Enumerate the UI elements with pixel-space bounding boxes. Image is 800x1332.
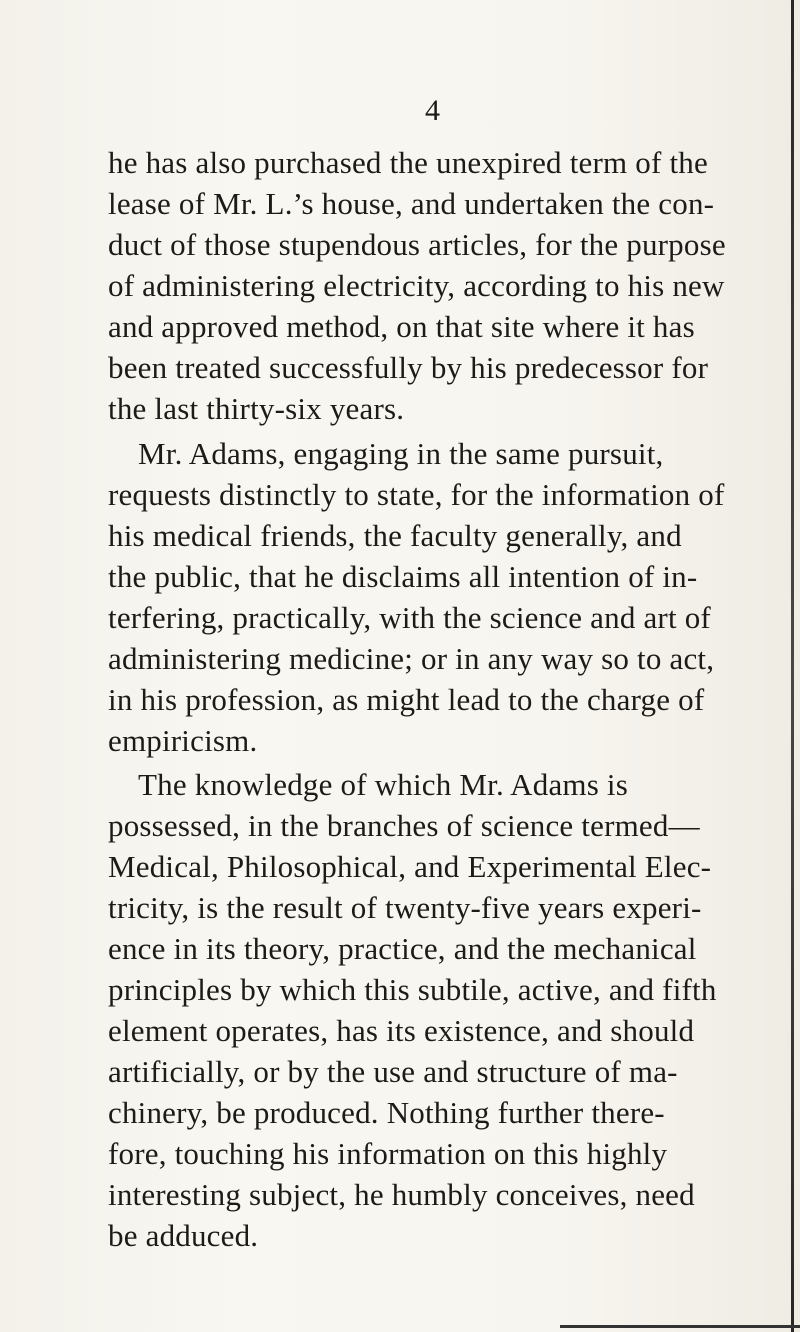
text-line: the public, that he disclaims all intention of in- bbox=[108, 559, 698, 594]
paragraph-start-line: Mr. Adams, engaging in the same pursuit, bbox=[138, 436, 664, 471]
text-line: requests distinctly to state, for the information of bbox=[108, 477, 725, 512]
paragraph-start-line: The knowledge of which Mr. Adams is bbox=[138, 767, 629, 802]
text-line: Medical, Philosophical, and Experimental Elec- bbox=[108, 849, 712, 884]
text-line: tricity, is the result of twenty-five years experi- bbox=[108, 890, 702, 925]
text-line: element operates, has its existence, and should bbox=[108, 1013, 695, 1048]
text-line: artificially, or by the use and structure of ma- bbox=[108, 1054, 678, 1089]
text-line: be adduced. bbox=[108, 1218, 259, 1253]
text-line: been treated successfully by his predecessor for bbox=[108, 350, 709, 385]
text-line: possessed, in the branches of science termed— bbox=[108, 808, 700, 843]
text-line: ence in its theory, practice, and the mechanical bbox=[108, 931, 697, 966]
text-line: interesting subject, he humbly conceives, need bbox=[108, 1177, 695, 1212]
text-line: and approved method, on that site where it has bbox=[108, 309, 695, 344]
text-line: lease of Mr. L.’s house, and undertaken the con- bbox=[108, 186, 715, 221]
text-line: of administering electricity, according to his new bbox=[108, 268, 725, 303]
text-line: duct of those stupendous articles, for the purpose bbox=[108, 227, 726, 262]
page-edge-bottom bbox=[560, 1325, 800, 1328]
text-line: his medical friends, the faculty generally, and bbox=[108, 518, 682, 553]
text-line: chinery, be produced. Nothing further there- bbox=[108, 1095, 665, 1130]
text-line: in his profession, as might lead to the charge of bbox=[108, 682, 705, 717]
text-line: terfering, practically, with the science and art of bbox=[108, 600, 711, 635]
text-line: fore, touching his information on this highly bbox=[108, 1136, 668, 1171]
text-line: the last thirty-six years. bbox=[108, 391, 405, 426]
page-edge-right bbox=[791, 0, 794, 1332]
text-line: empiricism. bbox=[108, 723, 258, 758]
text-line: principles by which this subtile, active, and fifth bbox=[108, 972, 717, 1007]
page-number: 4 bbox=[425, 94, 440, 127]
text-line: he has also purchased the unexpired term of the bbox=[108, 145, 708, 180]
text-line: administering medicine; or in any way so to act, bbox=[108, 641, 715, 676]
